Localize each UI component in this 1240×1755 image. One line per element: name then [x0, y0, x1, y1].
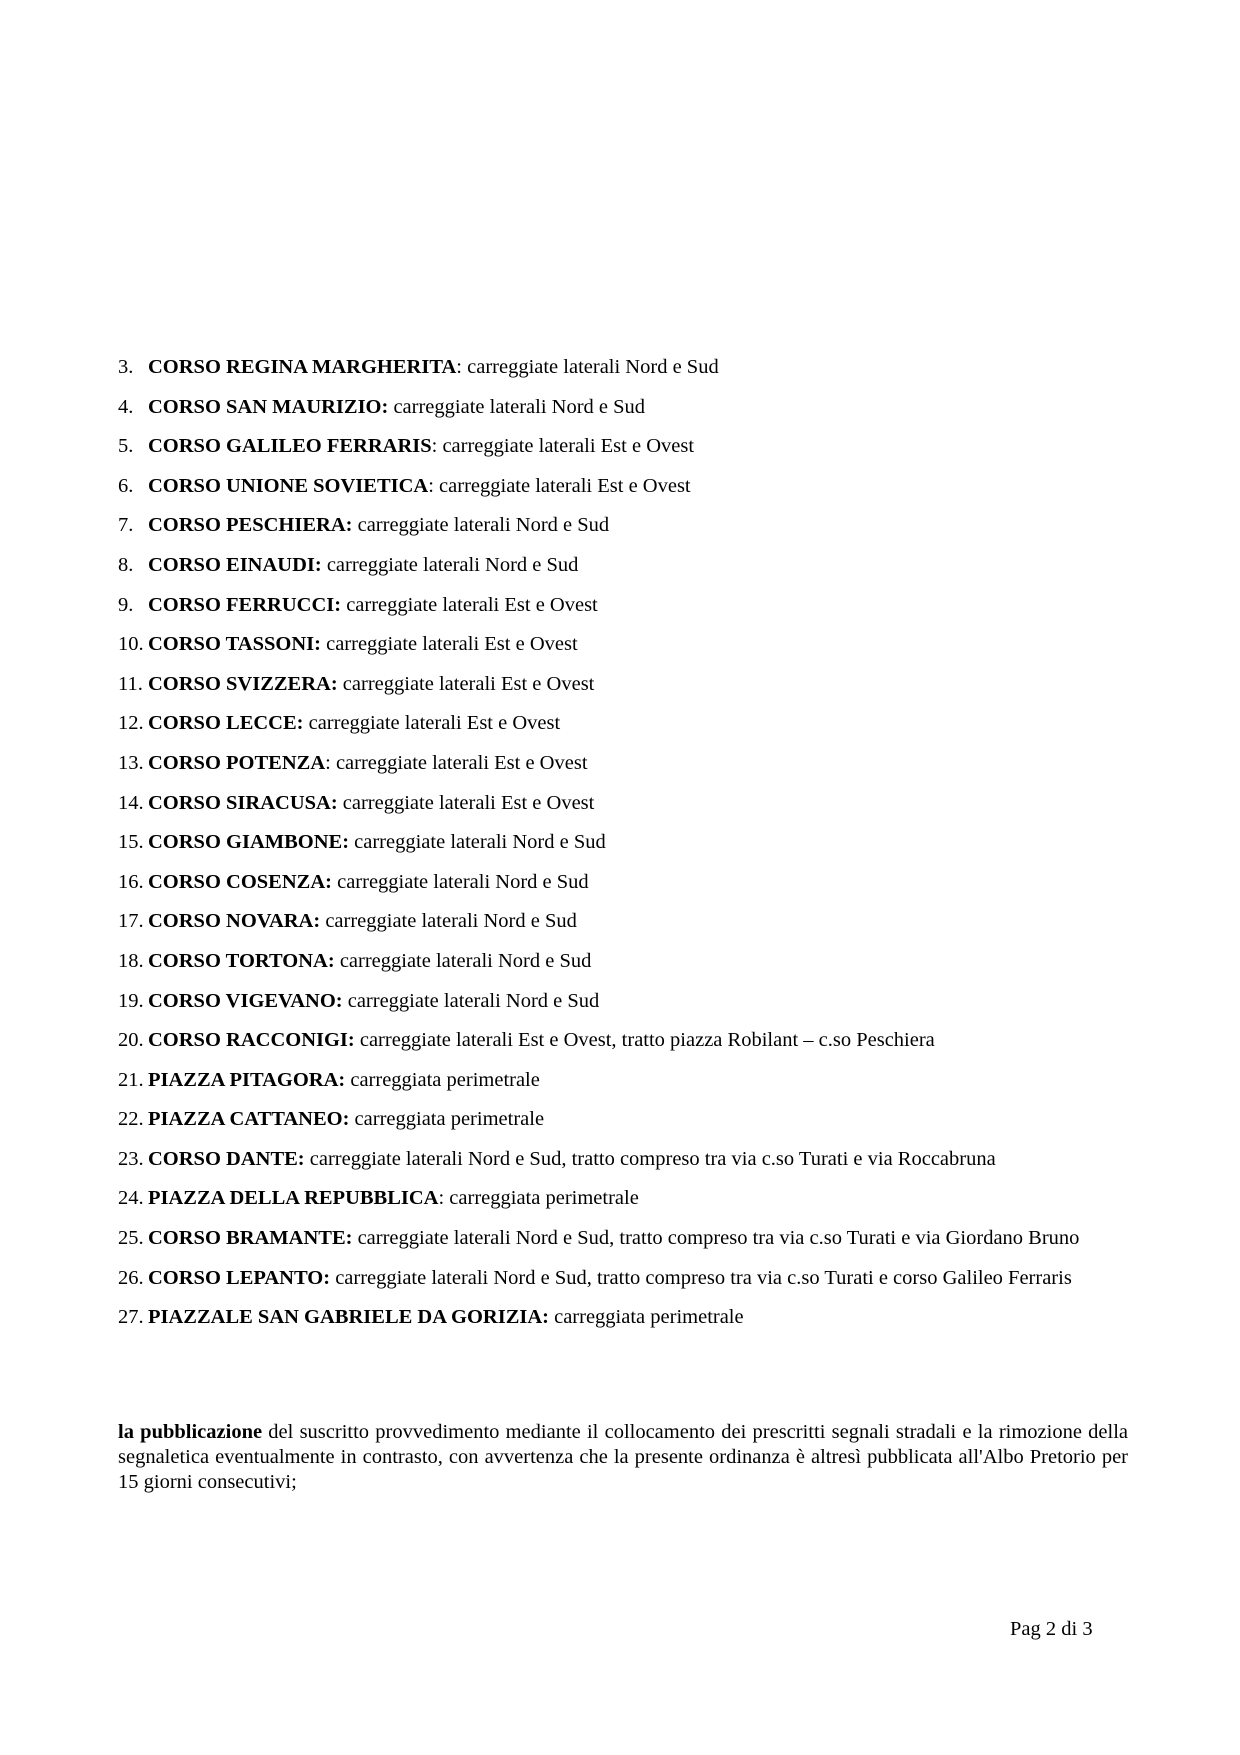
- street-name: CORSO SVIZZERA:: [148, 672, 338, 695]
- street-list: [118, 348, 1128, 1338]
- item-number: 22.: [118, 1108, 144, 1131]
- list-item: [118, 665, 1128, 705]
- street-name: PIAZZALE SAN GABRIELE DA GORIZIA:: [148, 1306, 549, 1329]
- list-item: [118, 784, 1128, 824]
- item-number: 21.: [118, 1068, 144, 1091]
- list-item: [118, 348, 1128, 388]
- street-name: CORSO BRAMANTE:: [148, 1227, 353, 1250]
- street-description: carreggiate laterali Nord e Sud: [388, 395, 646, 418]
- item-body: [148, 388, 1128, 428]
- street-description: carreggiate laterali Est e Ovest, tratto piazza Robilant – c.so Peschiera: [354, 1029, 935, 1052]
- item-body: [148, 942, 1128, 982]
- street-name: CORSO EINAUDI:: [148, 553, 322, 576]
- item-number: 12.: [118, 712, 144, 735]
- street-description: carreggiate laterali Est e Ovest: [320, 633, 578, 656]
- street-name: CORSO GALILEO FERRARIS: [148, 435, 432, 458]
- item-number: 23.: [118, 1147, 144, 1170]
- item-body: [148, 1298, 1128, 1338]
- item-number: 4.: [118, 395, 134, 418]
- street-name: CORSO SAN MAURIZIO:: [148, 395, 389, 418]
- page-number: Pag 2 di 3: [1010, 1618, 1093, 1640]
- item-number: 25.: [118, 1227, 144, 1250]
- street-description: carreggiata perimetrale: [345, 1068, 540, 1091]
- list-item: [118, 1021, 1128, 1061]
- item-number: 16.: [118, 870, 144, 893]
- street-name: CORSO PESCHIERA:: [148, 514, 353, 537]
- item-number: 20.: [118, 1029, 144, 1052]
- item-number: 15.: [118, 831, 144, 854]
- closing-bold-lead: la pubblicazione: [118, 1421, 263, 1443]
- street-name: CORSO VIGEVANO:: [148, 989, 343, 1012]
- closing-text: del suscritto provvedimento mediante il collocamento dei prescritti segnali stradali e la rimozione della segnaletica eventualmente in contrasto, con avvertenza che la presente ordinanza è altresì pubblicata all'Albo Pretorio per 15 giorni consecutivi;: [118, 1421, 1129, 1493]
- item-number: 8.: [118, 553, 134, 576]
- list-item: [118, 744, 1128, 784]
- list-item: [118, 388, 1128, 428]
- street-description: carreggiata perimetrale: [349, 1108, 545, 1131]
- street-name: CORSO POTENZA: [148, 751, 326, 774]
- street-description: carreggiate laterali Est e Ovest: [303, 712, 561, 735]
- item-body: [148, 1021, 1128, 1061]
- item-body: [148, 546, 1128, 586]
- street-description: : carreggiata perimetrale: [438, 1187, 639, 1210]
- item-body: [148, 1179, 1128, 1219]
- item-body: [148, 348, 1128, 388]
- list-item: [118, 546, 1128, 586]
- item-body: [148, 586, 1128, 626]
- item-body: [148, 784, 1128, 824]
- street-description: carreggiate laterali Est e Ovest: [337, 791, 595, 814]
- closing-paragraph: [118, 1420, 1128, 1495]
- street-description: carreggiate laterali Nord e Sud, tratto compreso tra via c.so Turati e via Giordano Bruno: [352, 1227, 1080, 1250]
- street-name: CORSO NOVARA:: [148, 910, 321, 933]
- item-number: 5.: [118, 435, 134, 458]
- list-item: [118, 1061, 1128, 1101]
- item-number: 3.: [118, 356, 134, 378]
- street-description: : carreggiate laterali Est e Ovest: [428, 474, 691, 497]
- street-name: CORSO UNIONE SOVIETICA: [148, 474, 429, 497]
- item-number: 24.: [118, 1187, 144, 1210]
- street-description: carreggiate laterali Nord e Sud: [342, 989, 600, 1012]
- item-body: [148, 1061, 1128, 1101]
- street-name: CORSO RACCONIGI:: [148, 1029, 355, 1052]
- item-body: [148, 665, 1128, 705]
- street-description: carreggiata perimetrale: [548, 1306, 744, 1329]
- street-name: CORSO DANTE:: [148, 1147, 305, 1170]
- street-description: carreggiate laterali Nord e Sud: [331, 870, 589, 893]
- street-name: CORSO COSENZA:: [148, 870, 332, 893]
- street-description: carreggiate laterali Est e Ovest: [341, 593, 598, 616]
- list-item: [118, 467, 1128, 507]
- item-body: [148, 863, 1128, 903]
- item-number: 10.: [118, 633, 144, 656]
- street-name: CORSO FERRUCCI:: [148, 593, 342, 616]
- item-number: 19.: [118, 989, 144, 1012]
- item-number: 14.: [118, 791, 144, 814]
- item-body: [148, 744, 1128, 784]
- street-name: CORSO LECCE:: [148, 712, 304, 735]
- street-name: PIAZZA DELLA REPUBBLICA: [148, 1187, 439, 1210]
- street-name: CORSO REGINA MARGHERITA: [148, 356, 457, 378]
- list-item: [118, 982, 1128, 1022]
- item-body: [148, 625, 1128, 665]
- street-description: carreggiate laterali Nord e Sud, tratto compreso tra via c.so Turati e via Roccabruna: [304, 1147, 996, 1170]
- street-name: PIAZZA PITAGORA:: [148, 1068, 346, 1091]
- list-item: [118, 1100, 1128, 1140]
- street-description: : carreggiate laterali Est e Ovest: [431, 435, 695, 458]
- item-body: [148, 1219, 1128, 1259]
- street-name: CORSO TASSONI:: [148, 633, 321, 656]
- item-number: 11.: [118, 672, 143, 695]
- street-description: : carreggiate laterali Est e Ovest: [325, 751, 588, 774]
- item-body: [148, 704, 1128, 744]
- item-body: [148, 506, 1128, 546]
- street-name: CORSO GIAMBONE:: [148, 831, 350, 854]
- street-name: CORSO SIRACUSA:: [148, 791, 338, 814]
- list-item: [118, 1298, 1128, 1338]
- item-number: 17.: [118, 910, 144, 933]
- list-item: [118, 704, 1128, 744]
- item-body: [148, 823, 1128, 863]
- street-description: carreggiate laterali Nord e Sud, tratto compreso tra via c.so Turati e corso Galileo Ferraris: [330, 1266, 1072, 1289]
- item-body: [148, 427, 1128, 467]
- list-item: [118, 823, 1128, 863]
- street-description: carreggiate laterali Nord e Sud: [320, 910, 577, 933]
- list-item: [118, 863, 1128, 903]
- item-number: 9.: [118, 593, 134, 616]
- street-description: carreggiate laterali Nord e Sud: [349, 831, 606, 854]
- list-item: [118, 586, 1128, 626]
- street-name: PIAZZA CATTANEO:: [148, 1108, 350, 1131]
- item-number: 26.: [118, 1266, 144, 1289]
- item-body: [148, 902, 1128, 942]
- list-item: [118, 902, 1128, 942]
- street-description: carreggiate laterali Est e Ovest: [337, 672, 595, 695]
- item-number: 7.: [118, 514, 134, 537]
- list-item: [118, 1259, 1128, 1299]
- item-body: [148, 1100, 1128, 1140]
- item-number: 27.: [118, 1306, 144, 1329]
- street-name: CORSO TORTONA:: [148, 949, 335, 972]
- item-body: [148, 1140, 1128, 1180]
- street-description: carreggiate laterali Nord e Sud: [352, 514, 610, 537]
- street-description: carreggiate laterali Nord e Sud: [321, 553, 579, 576]
- list-item: [118, 1140, 1128, 1180]
- list-item: [118, 427, 1128, 467]
- item-number: 18.: [118, 949, 144, 972]
- list-item: [118, 942, 1128, 982]
- list-item: [118, 506, 1128, 546]
- list-item: [118, 625, 1128, 665]
- street-description: : carreggiate laterali Nord e Sud: [456, 356, 719, 378]
- item-body: [148, 1259, 1128, 1299]
- list-item: [118, 1179, 1128, 1219]
- item-body: [148, 982, 1128, 1022]
- item-body: [148, 467, 1128, 507]
- item-number: 13.: [118, 751, 144, 774]
- item-number: 6.: [118, 474, 134, 497]
- list-item: [118, 1219, 1128, 1259]
- street-name: CORSO LEPANTO:: [148, 1266, 331, 1289]
- street-description: carreggiate laterali Nord e Sud: [334, 949, 592, 972]
